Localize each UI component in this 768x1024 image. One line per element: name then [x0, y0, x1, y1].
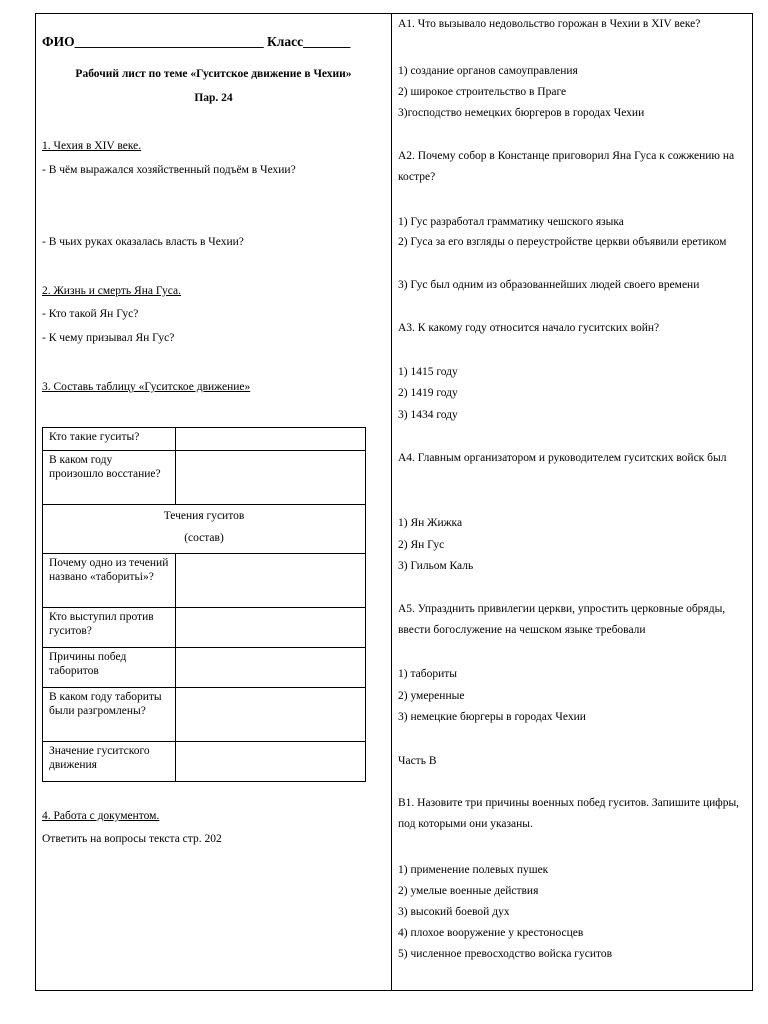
- table-answer-cell[interactable]: [176, 451, 366, 505]
- section-1-title: 1. Чехия в XIV веке.: [42, 140, 142, 152]
- option: 2) 1419 году: [398, 387, 458, 399]
- option: 3) 1434 году: [398, 409, 458, 421]
- question-a3: А3. К какому году относится начало гуситских войн?: [398, 322, 660, 334]
- table-row: [43, 742, 366, 782]
- hussite-table: [42, 427, 366, 782]
- table-answer-cell[interactable]: [176, 742, 366, 782]
- option: 2) Ян Гус: [398, 539, 445, 551]
- table-row: [43, 648, 366, 688]
- table-row: [43, 608, 366, 648]
- question-a1: А1. Что вызывало недовольство горожан в Чехии в XIV веке?: [398, 18, 701, 30]
- table-row: [43, 554, 366, 608]
- question-b1: В1. Назовите три причины военных побед гуситов. Запишите цифры, под которыми они указаны.: [398, 797, 740, 830]
- table-question: Значение гуситского движения: [43, 742, 176, 782]
- section-2-question-2: - К чему призывал Ян Гус?: [42, 332, 175, 344]
- option: 1) Гус разработал грамматику чешского языка: [398, 216, 624, 228]
- table-answer-cell[interactable]: [176, 608, 366, 648]
- table-span-line-2: (состав): [184, 532, 224, 544]
- table-question: В каком году произошло восстание?: [43, 451, 176, 505]
- section-1-question-1: - В чём выражался хозяйственный подъём в Чехии?: [42, 164, 296, 176]
- fio-class-line: ФИО____________________________ Класс_______: [42, 34, 351, 49]
- table-answer-cell[interactable]: [176, 648, 366, 688]
- section-4-text: Ответить на вопросы текста стр. 202: [42, 833, 222, 845]
- table-span-line-1: Течения гуситов: [163, 510, 245, 522]
- section-3-title: 3. Составь таблицу «Гуситское движение»: [42, 381, 251, 393]
- option: 3) Гус был одним из образованнейших людей своего времени: [398, 279, 700, 291]
- option: 3) высокий боевой дух: [398, 906, 510, 918]
- table-span-header: [43, 505, 366, 554]
- question-a2: А2. Почему собор в Констанце приговорил Яна Гуса к сожжению на костре?: [398, 150, 735, 183]
- option: 1) создание органов самоуправления: [398, 65, 578, 77]
- table-answer-cell[interactable]: [176, 554, 366, 608]
- option: 1) применение полевых пушек: [398, 864, 549, 876]
- table-row: [43, 428, 366, 451]
- option: 5) численное превосходство войска гуситов: [398, 948, 613, 960]
- question-a5: А5. Упразднить привилегии церкви, упростить церковные обряды, ввести богослужение на чешском языке требовали: [398, 603, 726, 636]
- option: 4) плохое вооружение у крестоносцев: [398, 927, 584, 939]
- option: 1) Ян Жижка: [398, 517, 463, 529]
- option: 1) 1415 году: [398, 366, 458, 378]
- option: 2) широкое строительство в Праге: [398, 86, 567, 98]
- option: 1) табориты: [398, 668, 457, 680]
- section-4-title: 4. Работа с документом.: [42, 810, 160, 822]
- option: 3) немецкие бюргеры в городах Чехии: [398, 711, 586, 723]
- part-b-heading: Часть В: [398, 755, 437, 767]
- table-question: Причины побед таборитов: [43, 648, 176, 688]
- table-answer-cell[interactable]: [176, 428, 366, 451]
- section-2-title: 2. Жизнь и смерть Яна Гуса.: [42, 285, 182, 297]
- option: 2) Гуса за его взгляды о переустройстве церкви объявили еретиком: [398, 236, 727, 248]
- table-row: [43, 451, 366, 505]
- section-1-question-2: - В чьих руках оказалась власть в Чехии?: [42, 236, 244, 248]
- worksheet: [35, 13, 753, 991]
- option: 2) умеренные: [398, 690, 465, 702]
- table-row: [43, 505, 366, 554]
- table-answer-cell[interactable]: [176, 688, 366, 742]
- table-question: Почему одно из течений названо «таборитьі»?: [43, 554, 176, 608]
- table-question: Кто такие гуситы?: [43, 428, 176, 451]
- table-row: [43, 688, 366, 742]
- option: 3) Гильом Каль: [398, 560, 474, 572]
- question-a4: А4. Главным организатором и руководителем гуситских войск был: [398, 452, 727, 464]
- option: 2) умелые военные действия: [398, 885, 539, 897]
- table-question: В каком году табориты были разгромлены?: [43, 688, 176, 742]
- column-divider: [391, 14, 392, 990]
- paragraph-number: Пар. 24: [194, 92, 233, 104]
- section-2-question-1: - Кто такой Ян Гус?: [42, 308, 139, 320]
- option: 3)господство немецких бюргеров в городах Чехии: [398, 107, 645, 119]
- table-question: Кто выступил против гуситов?: [43, 608, 176, 648]
- worksheet-title: Рабочий лист по теме «Гуситское движение в Чехии»: [75, 68, 352, 80]
